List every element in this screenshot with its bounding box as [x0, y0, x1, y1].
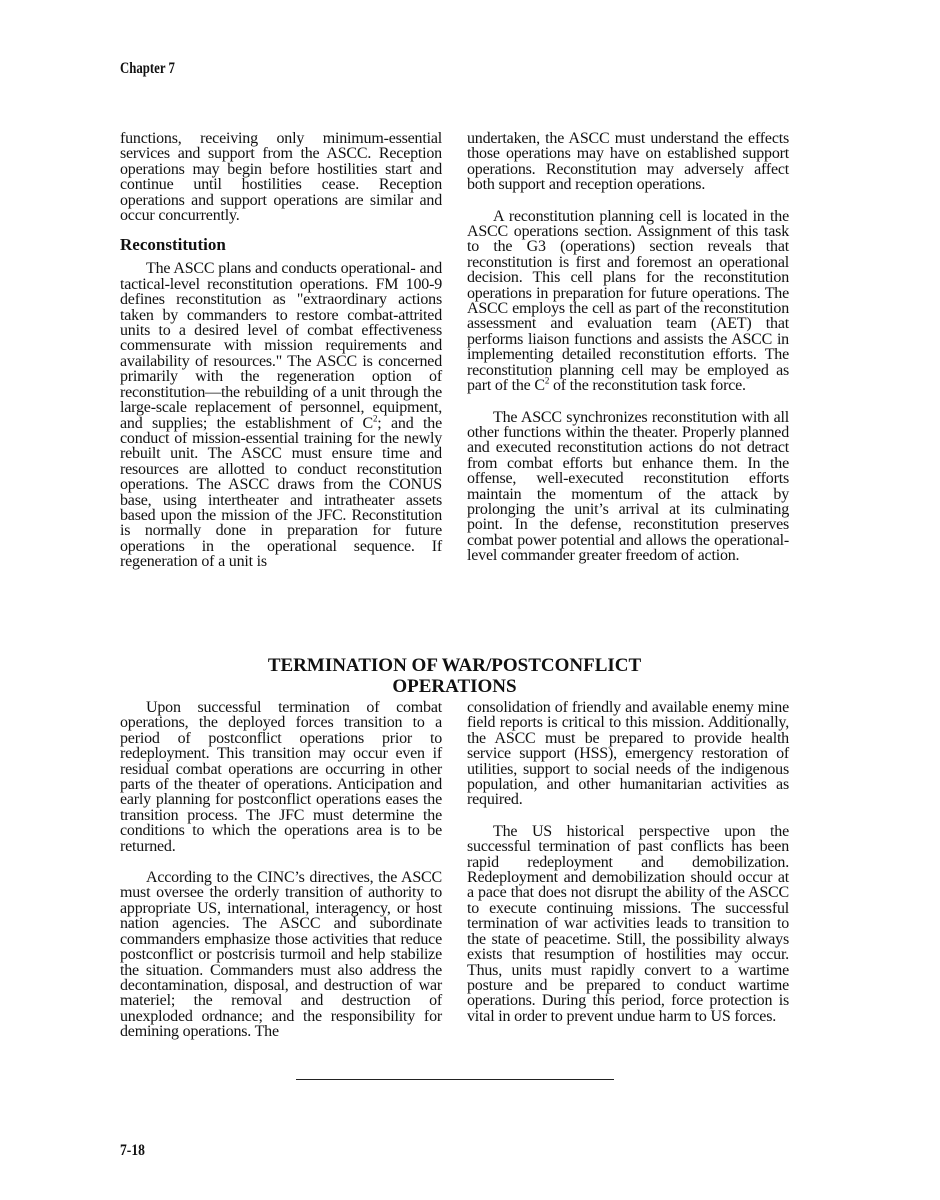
section-title-line-2: OPERATIONS: [392, 676, 517, 697]
left-column-top: [120, 131, 442, 570]
paragraph-reception-continued: functions, receiving only minimum-essential services and support from the ASCC. Reception operations may begin before hostilities start and continue until hostilities cease. Reception operations and support operations are similar and occur concurrently.: [120, 130, 442, 225]
section-title: [120, 655, 789, 697]
paragraph-reconstitution-effects: undertaken, the ASCC must understand the effects those operations may have on established support operations. Reconstitution may adversely affect both support and reception operations.: [467, 130, 789, 194]
paragraph-mine-field-reports: consolidation of friendly and available enemy mine field reports is critical to this mission. Additionally, the ASCC must be prepared to provide health service support (HSS), emergency restoration of utilities, support to social needs of the indigenous population, and other humanitarian activities as required.: [467, 699, 789, 809]
page-number: 7-18: [120, 1142, 145, 1159]
chapter-header: Chapter 7: [120, 60, 175, 77]
paragraph-planning-cell-part-b: of the reconstitution task force.: [549, 377, 746, 395]
paragraph-planning-cell-part-a: A reconstitution planning cell is located in the ASCC operations section. Assignment of this task to the G3 (operations) section reveals that reconstitution is first and foremost an operational decision. This cell plans for the reconstitution operations in preparation for future operations. The ASCC employs the cell as part of the reconstitution assessment and evaluation team (AET) that performs liaison functions and assists the ASCC in implementing detailed reconstitution efforts. The reconstitution planning cell may be employed as part of the C: [467, 207, 789, 395]
paragraph-reconstitution-part-b: ; and the conduct of mission-essential training for the newly rebuilt unit. The ASCC must ensure time and resources are allotted to conduct reconstitution operations. The ASCC draws from the CONUS base, using intertheater and intratheater assets based upon the mission of the JFC. Reconstitution is normally done in preparation for future operations in the operational sequence. If regeneration of a unit is: [120, 414, 443, 571]
paragraph-reconstitution-part-a: The ASCC plans and conducts operational- and tactical-level reconstitution operations. FM 100-9 defines reconstitution as "extraordinary actions taken by commanders to restore combat-attrited units to a desired level of combat effectiveness commensurate with mission requirements and availability of resources." The ASCC is concerned primarily with the regeneration option of reconstitution—the rebuilding of a unit through the large-scale replacement of personnel, equipment, and supplies; the establishment of C: [120, 260, 442, 432]
section-end-rule: [296, 1079, 614, 1080]
right-column-bottom: [467, 700, 789, 1024]
paragraph-cinc-directives: According to the CINC’s directives, the ASCC must oversee the orderly transition of authority to appropriate US, international, interagency, or host nation agencies. The ASCC and subordinate commanders emphasize those activities that reduce postconflict or postcrisis turmoil and help stabilize the situation. Commanders must also address the decontamination, disposal, and destruction of war materiel; the removal and destruction of unexploded ordnance; and the responsibility for demining operations. The: [120, 869, 442, 1041]
heading-reconstitution: Reconstitution: [120, 235, 226, 255]
section-title-line-1: TERMINATION OF WAR/POSTCONFLICT: [267, 655, 642, 676]
left-column-bottom: [120, 700, 442, 1040]
paragraph-synchronization: The ASCC synchronizes reconstitution with all other functions within the theater. Properly planned and executed reconstitution actions do not detract from combat efforts but enhance them. In the offense, well-executed reconstitution efforts maintain the momentum of the attack by prolonging the unit’s arrival at its culminating point. In the defense, reconstitution preserves combat power potential and allows the operational-level commander greater freedom of action.: [467, 408, 789, 565]
paragraph-planning-cell: [467, 209, 789, 394]
superscript-2: 2: [544, 375, 550, 386]
superscript-2: 2: [372, 413, 378, 424]
right-column-top: [467, 131, 789, 564]
paragraph-reconstitution: [120, 261, 442, 569]
paragraph-historical-perspective: The US historical perspective upon the successful termination of past conflicts has been rapid redeployment and demobilization. Redeployment and demobilization should occur at a pace that does not disrupt the ability of the ASCC to execute continuing missions. The successful termination of war activities leads to transition to the state of peacetime. Still, the possibility always exists that resumption of hostilities may occur. Thus, units must rapidly convert to a wartime posture and be prepared to conduct wartime operations. During this period, force protection is vital in order to prevent undue harm to US forces.: [467, 822, 789, 1025]
paragraph-postconflict-transition: Upon successful termination of combat operations, the deployed forces transition to a period of postconflict operations prior to redeployment. This transition may occur even if residual combat operations are occurring in other parts of the theater of operations. Anticipation and early planning for postconflict operations eases the transition process. The JFC must determine the conditions to which the operations area is to be returned.: [120, 699, 442, 855]
